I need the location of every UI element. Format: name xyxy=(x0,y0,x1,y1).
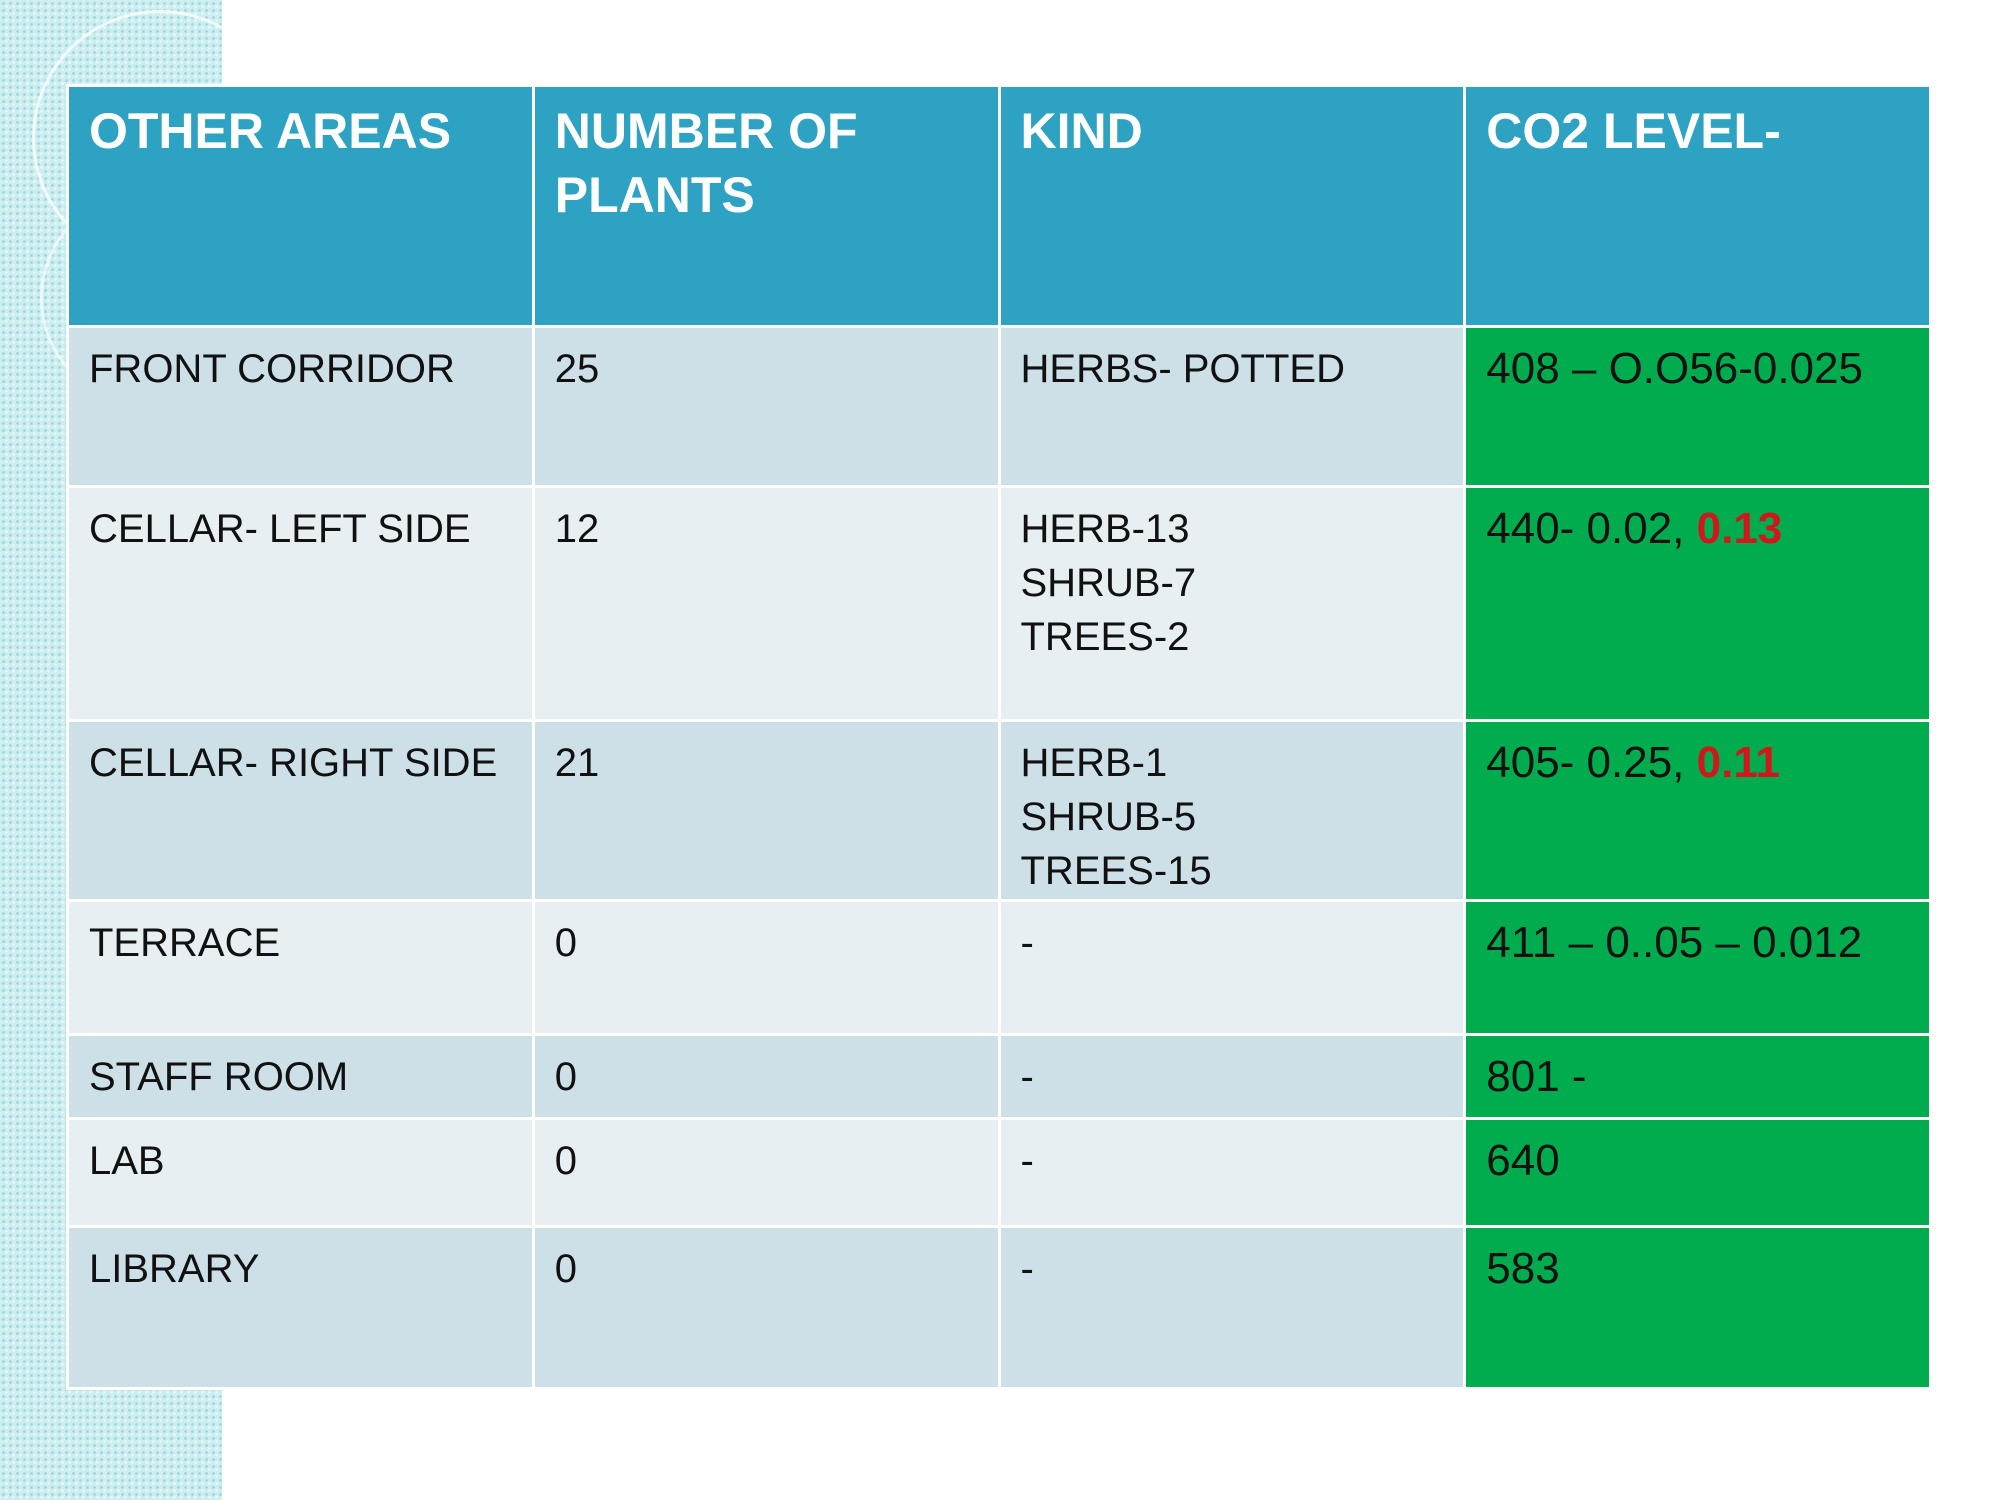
area-cell: FRONT CORRIDOR xyxy=(68,327,534,487)
header-co2-level: CO2 LEVEL- xyxy=(1465,86,1931,327)
kind-line: HERB-1 xyxy=(1020,741,1168,785)
area-cell: TERRACE xyxy=(68,901,534,1035)
table-row xyxy=(68,327,1931,487)
header-number-of-plants: NUMBER OF PLANTS xyxy=(533,86,999,327)
co2-level-cell xyxy=(1465,721,1931,901)
co2-value: 640 xyxy=(1486,1136,1560,1185)
header-other-areas: OTHER AREAS xyxy=(68,86,534,327)
kind-line: TREES-15 xyxy=(1020,849,1212,893)
kind-cell xyxy=(999,1227,1465,1389)
kind-cell xyxy=(999,1035,1465,1119)
table-row xyxy=(68,1227,1931,1389)
slide-background xyxy=(222,0,2000,82)
table-row xyxy=(68,721,1931,901)
plants-count-cell: 21 xyxy=(533,721,999,901)
plants-count-cell: 25 xyxy=(533,327,999,487)
table-body xyxy=(68,327,1931,1389)
plants-count-cell: 12 xyxy=(533,487,999,721)
co2-level-cell xyxy=(1465,1035,1931,1119)
area-cell: STAFF ROOM xyxy=(68,1035,534,1119)
table-row xyxy=(68,1119,1931,1227)
area-cell: LIBRARY xyxy=(68,1227,534,1389)
co2-level-cell xyxy=(1465,1227,1931,1389)
table-row xyxy=(68,487,1931,721)
plants-co2-table xyxy=(66,84,1932,1390)
kind-line: SHRUB-7 xyxy=(1020,561,1197,605)
kind-line: - xyxy=(1020,1247,1034,1291)
co2-value: 440- 0.02, xyxy=(1486,504,1697,553)
plants-count-cell: 0 xyxy=(533,1227,999,1389)
table-row xyxy=(68,901,1931,1035)
kind-cell xyxy=(999,1119,1465,1227)
kind-line: HERB-13 xyxy=(1020,507,1190,551)
co2-value: 408 – O.O56-0.025 xyxy=(1486,344,1863,393)
area-cell: CELLAR- LEFT SIDE xyxy=(68,487,534,721)
co2-highlight-value: 0.13 xyxy=(1696,504,1783,553)
kind-line: - xyxy=(1020,921,1034,965)
kind-cell xyxy=(999,487,1465,721)
kind-line: SHRUB-5 xyxy=(1020,795,1197,839)
kind-line: TREES-2 xyxy=(1020,615,1190,659)
co2-value: 405- 0.25, xyxy=(1486,738,1697,787)
kind-cell xyxy=(999,901,1465,1035)
co2-level-cell xyxy=(1465,487,1931,721)
co2-level-cell xyxy=(1465,1119,1931,1227)
table-header-row xyxy=(68,86,1931,327)
table-row xyxy=(68,1035,1931,1119)
kind-line: - xyxy=(1020,1139,1034,1183)
plants-count-cell: 0 xyxy=(533,1119,999,1227)
co2-highlight-value: 0.11 xyxy=(1696,738,1780,787)
kind-cell xyxy=(999,327,1465,487)
kind-cell xyxy=(999,721,1465,901)
co2-value: 583 xyxy=(1486,1244,1560,1293)
kind-line: - xyxy=(1020,1055,1034,1099)
slide-background xyxy=(222,1390,2000,1500)
header-kind: KIND xyxy=(999,86,1465,327)
plants-count-cell: 0 xyxy=(533,901,999,1035)
co2-level-cell xyxy=(1465,327,1931,487)
area-cell: CELLAR- RIGHT SIDE xyxy=(68,721,534,901)
co2-value: 801 - xyxy=(1486,1052,1587,1101)
co2-level-cell xyxy=(1465,901,1931,1035)
kind-line: HERBS- POTTED xyxy=(1020,347,1345,391)
plants-count-cell: 0 xyxy=(533,1035,999,1119)
co2-value: 411 – 0..05 – 0.012 xyxy=(1486,918,1863,967)
area-cell: LAB xyxy=(68,1119,534,1227)
